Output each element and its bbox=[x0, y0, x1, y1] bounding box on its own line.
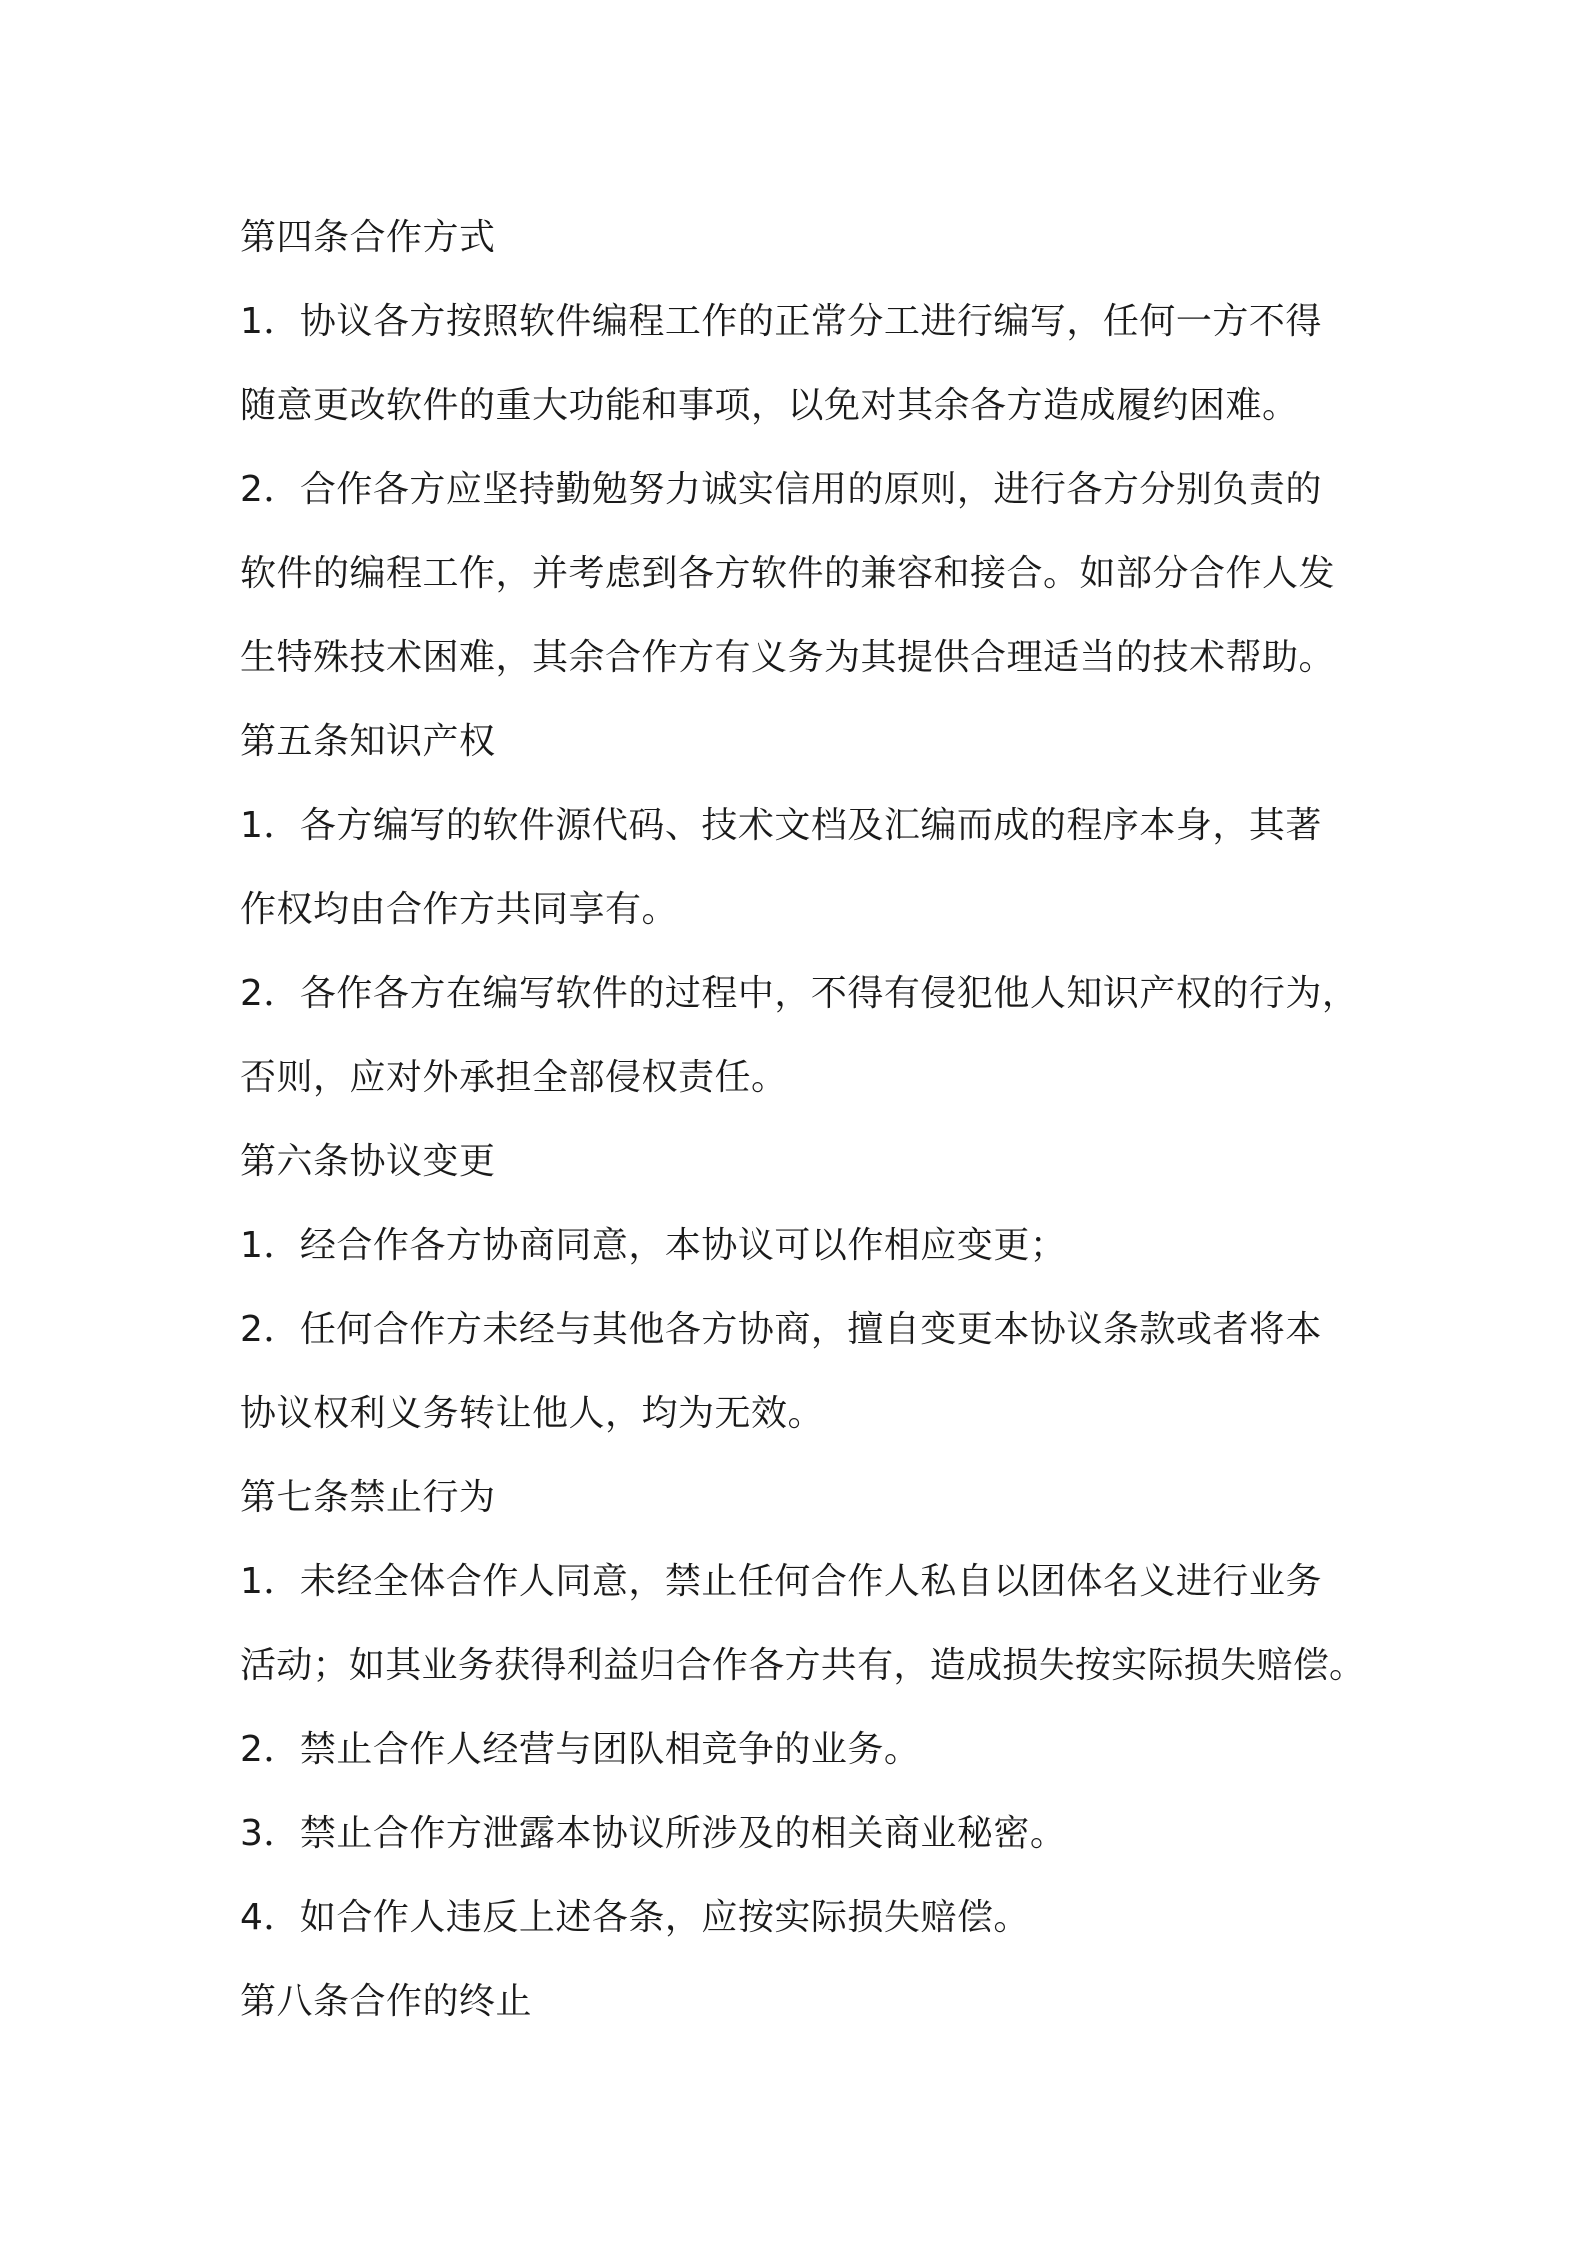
paragraph-line: 3．禁止合作方泄露本协议所涉及的相关商业秘密。 bbox=[240, 1813, 1067, 1854]
document-body bbox=[240, 196, 1370, 2044]
paragraph-line: 活动；如其业务获得利益归合作各方共有，造成损失按实际损失赔偿。 bbox=[240, 1645, 1366, 1686]
paragraph-line: 协议权利义务转让他人，均为无效。 bbox=[240, 1393, 825, 1434]
paragraph-line: 2．各作各方在编写软件的过程中，不得有侵犯他人知识产权的行为， bbox=[240, 973, 1359, 1014]
section-heading-7: 第七条禁止行为 bbox=[240, 1477, 496, 1518]
section-heading-8: 第八条合作的终止 bbox=[240, 1981, 533, 2022]
paragraph-line: 1．协议各方按照软件编程工作的正常分工进行编写，任何一方不得 bbox=[240, 301, 1322, 342]
paragraph-line: 随意更改软件的重大功能和事项，以免对其余各方造成履约困难。 bbox=[240, 385, 1299, 426]
paragraph-line: 1．未经全体合作人同意，禁止任何合作人私自以团体名义进行业务 bbox=[240, 1561, 1322, 1602]
paragraph-line: 生特殊技术困难，其余合作方有义务为其提供合理适当的技术帮助。 bbox=[240, 637, 1336, 678]
paragraph-line: 2．合作各方应坚持勤勉努力诚实信用的原则，进行各方分别负责的 bbox=[240, 469, 1322, 510]
paragraph-line: 1．经合作各方协商同意，本协议可以作相应变更； bbox=[240, 1225, 1067, 1266]
paragraph-line: 2．禁止合作人经营与团队相竞争的业务。 bbox=[240, 1729, 921, 1770]
paragraph-line: 软件的编程工作，并考虑到各方软件的兼容和接合。如部分合作人发 bbox=[240, 553, 1336, 594]
paragraph-line: 4．如合作人违反上述各条，应按实际损失赔偿。 bbox=[240, 1897, 1030, 1938]
section-heading-6: 第六条协议变更 bbox=[240, 1141, 496, 1182]
paragraph-line: 否则，应对外承担全部侵权责任。 bbox=[240, 1057, 788, 1098]
paragraph-line: 2．任何合作方未经与其他各方协商，擅自变更本协议条款或者将本 bbox=[240, 1309, 1322, 1350]
section-heading-5: 第五条知识产权 bbox=[240, 721, 496, 762]
paragraph-line: 作权均由合作方共同享有。 bbox=[240, 889, 679, 930]
paragraph-line: 1．各方编写的软件源代码、技术文档及汇编而成的程序本身，其著 bbox=[240, 805, 1322, 846]
section-heading-4: 第四条合作方式 bbox=[240, 217, 496, 258]
